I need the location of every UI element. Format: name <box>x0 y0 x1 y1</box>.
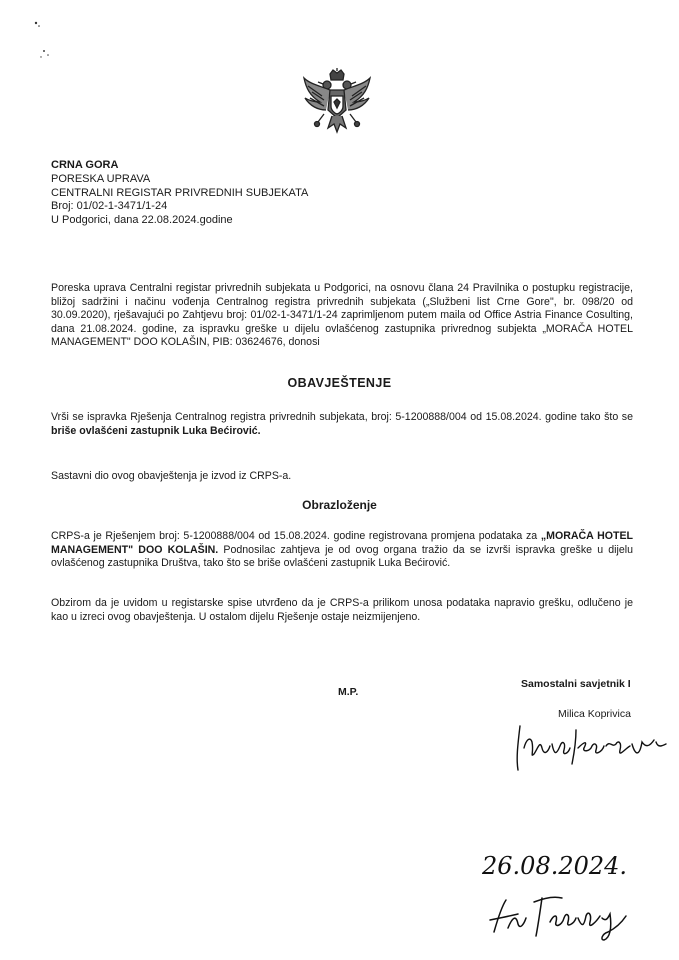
signatory-title: Samostalni savjetnik I <box>521 678 631 690</box>
stamp-place: M.P. <box>338 686 359 698</box>
handwritten-signature <box>512 718 672 778</box>
handwritten-initials <box>480 888 640 943</box>
decision-paragraph <box>51 411 633 438</box>
country-name: CRNA GORA <box>51 159 119 171</box>
intro-paragraph: Poreska uprava Centralni registar privrednih subjekata u Podgorici, na osnovu člana 24 Pravilnika o postupku registracije, bližoj sadržini i načinu vođenja Centralnog registra privrednih subjekata („Službeni list Crne Gore", br. 098/20 od 30.09.2020), rješavajući po Zahtjevu broj: 01/02-1-3471/1-24 zaprimljenom putem maila od Office Astria Finance Cosulting, dana 21.08.2024. godine, za ispravku greške u dijelu ovlašćenog zastupnika privrednog subjekta „MORAČA HOTEL MANAGEMENT" DOO KOLAŠIN, PIB: 03624676, donosi <box>51 282 633 349</box>
reasoning-1-text-a: CRPS-a je Rješenjem broj: 5-1200888/004 od 15.08.2024. godine registrovana promjena podataka za <box>51 530 541 542</box>
reasoning-title: Obrazloženje <box>302 498 377 512</box>
handwritten-date-text: 26.08.2024. <box>482 852 628 880</box>
scan-specks <box>30 15 60 65</box>
department-name: CENTRALNI REGISTAR PRIVREDNIH SUBJEKATA <box>51 186 309 199</box>
decision-text: Vrši se ispravka Rješenja Centralnog registra privrednih subjekata, broj: 5-1200888/004 od 15.08.2024. godine tako što se <box>51 411 633 423</box>
authority-name: PORESKA UPRAVA <box>51 172 151 185</box>
decision-bold: briše ovlašćeni zastupnik Luka Bećirović. <box>51 424 261 437</box>
reasoning-paragraph-2: Obzirom da je uvidom u registarske spise utvrđeno da je CRPS-a prilikom unosa podataka napravio grešku, odlučeno je kao u izreci ovog obavještenja. U ostalom dijelu Rješenje ostaje neizmijenjeno. <box>51 597 633 623</box>
document-header <box>51 159 308 228</box>
handwritten-date <box>478 838 638 888</box>
reference-number: Broj: 01/02-1-3471/1-24 <box>51 200 168 213</box>
attachment-note: Sastavni dio ovog obavještenja je izvod iz CRPS-a. <box>51 470 292 482</box>
reasoning-1-bold: „MORAČA HOTEL MANAGEMENT" DOO KOLAŠIN. <box>51 530 633 556</box>
coat-of-arms-icon <box>300 68 374 142</box>
reasoning-paragraph-1 <box>51 530 633 571</box>
place-date: U Podgorici, dana 22.08.2024.godine <box>51 214 233 227</box>
reasoning-1-text-b: Podnosilac zahtjeva je od ovog organa tražio da se izvrši ispravka greške u dijelu ovlašćenog zastupnika Društva, tako što se briše ovlašćeni zastupnik Luka Bećirović. <box>51 543 634 570</box>
signatory-name: Milica Koprivica <box>558 708 631 720</box>
document-title: OBAVJEŠTENJE <box>287 376 392 390</box>
